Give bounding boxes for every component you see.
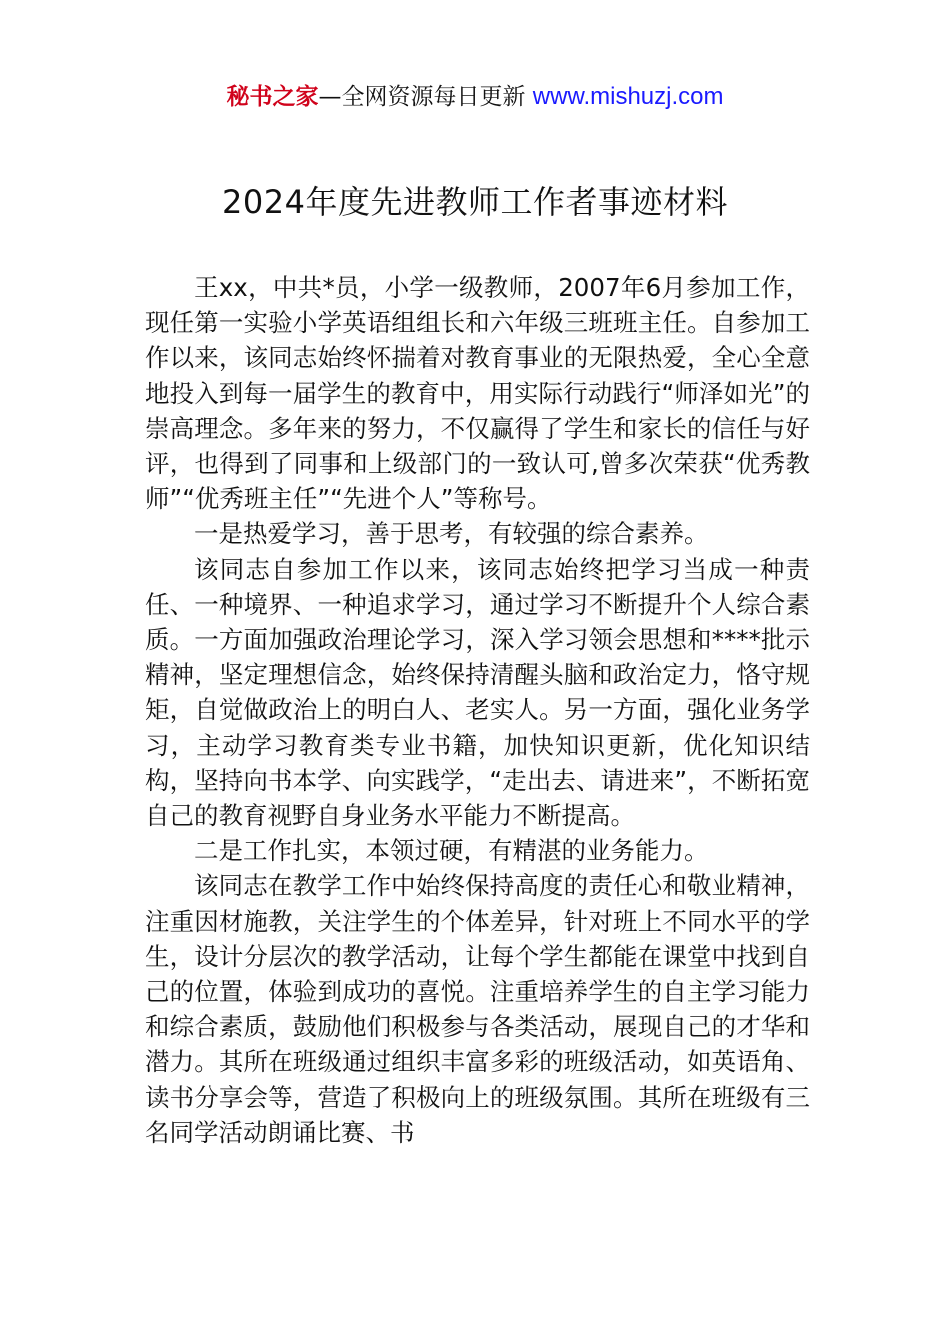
document-title: 2024年度先进教师工作者事迹材料 <box>222 183 728 221</box>
site-url[interactable]: www.mishuzj.com <box>532 83 724 110</box>
paragraph-study: 该同志自参加工作以来，该同志始终把学习当成一种责任、一种境界、一种追求学习，通过学习不断提升个人综合素质。一方面加强政治理论学习，深入学习领会思想和****批示精神，坚定理想信念，始终保持清醒头脑和政治定力，恪守规矩，自觉做政治上的明白人、老实人。另一方面，强化业务学习，主动学习教育类专业书籍，加快知识更新，优化知识结构，坚持向书本学、向实践学，“走出去、请进来”，不断拓宽自己的教育视野自身业务水平能力不断提高。 <box>145 554 810 831</box>
section-heading-1: 一是热爱学习，善于思考，有较强的综合素养。 <box>194 519 709 549</box>
section-heading-2: 二是工作扎实，本领过硬，有精湛的业务能力。 <box>194 836 709 866</box>
paragraph-teaching: 该同志在教学工作中始终保持高度的责任心和敬业精神，注重因材施教，关注学生的个体差异，针对班上不同水平的学生，设计分层次的教学活动，让每个学生都能在课堂中找到自己的位置，体验到成功的喜悦。注重培养学生的自主学习能力和综合素质，鼓励他们积极参与各类活动，展现自己的才华和潜力。其所在班级通过组织丰富多彩的班级活动，如英语角、读书分享会等，营造了积极向上的班级氛围。其所在班级有三名同学活动朗诵比赛、书 <box>145 871 810 1147</box>
header-tagline: —全网资源每日更新 <box>318 84 526 110</box>
brand-name: 秘书之家 <box>226 84 319 110</box>
page-header <box>0 80 950 114</box>
document-body <box>145 270 810 1150</box>
paragraph-intro: 王xx，中共*员，小学一级教师，2007年6月参加工作，现任第一实验小学英语组组长和六年级三班班主任。自参加工作以来，该同志始终怀揣着对教育事业的无限热爱，全心全意地投入到每一届学生的教育中，用实际行动践行“师泽如光”的崇高理念。多年来的努力，不仅赢得了学生和家长的信任与好评，也得到了同事和上级部门的一致认可,曾多次荣获“优秀教师”“优秀班主任”“先进个人”等称号。 <box>145 273 810 514</box>
